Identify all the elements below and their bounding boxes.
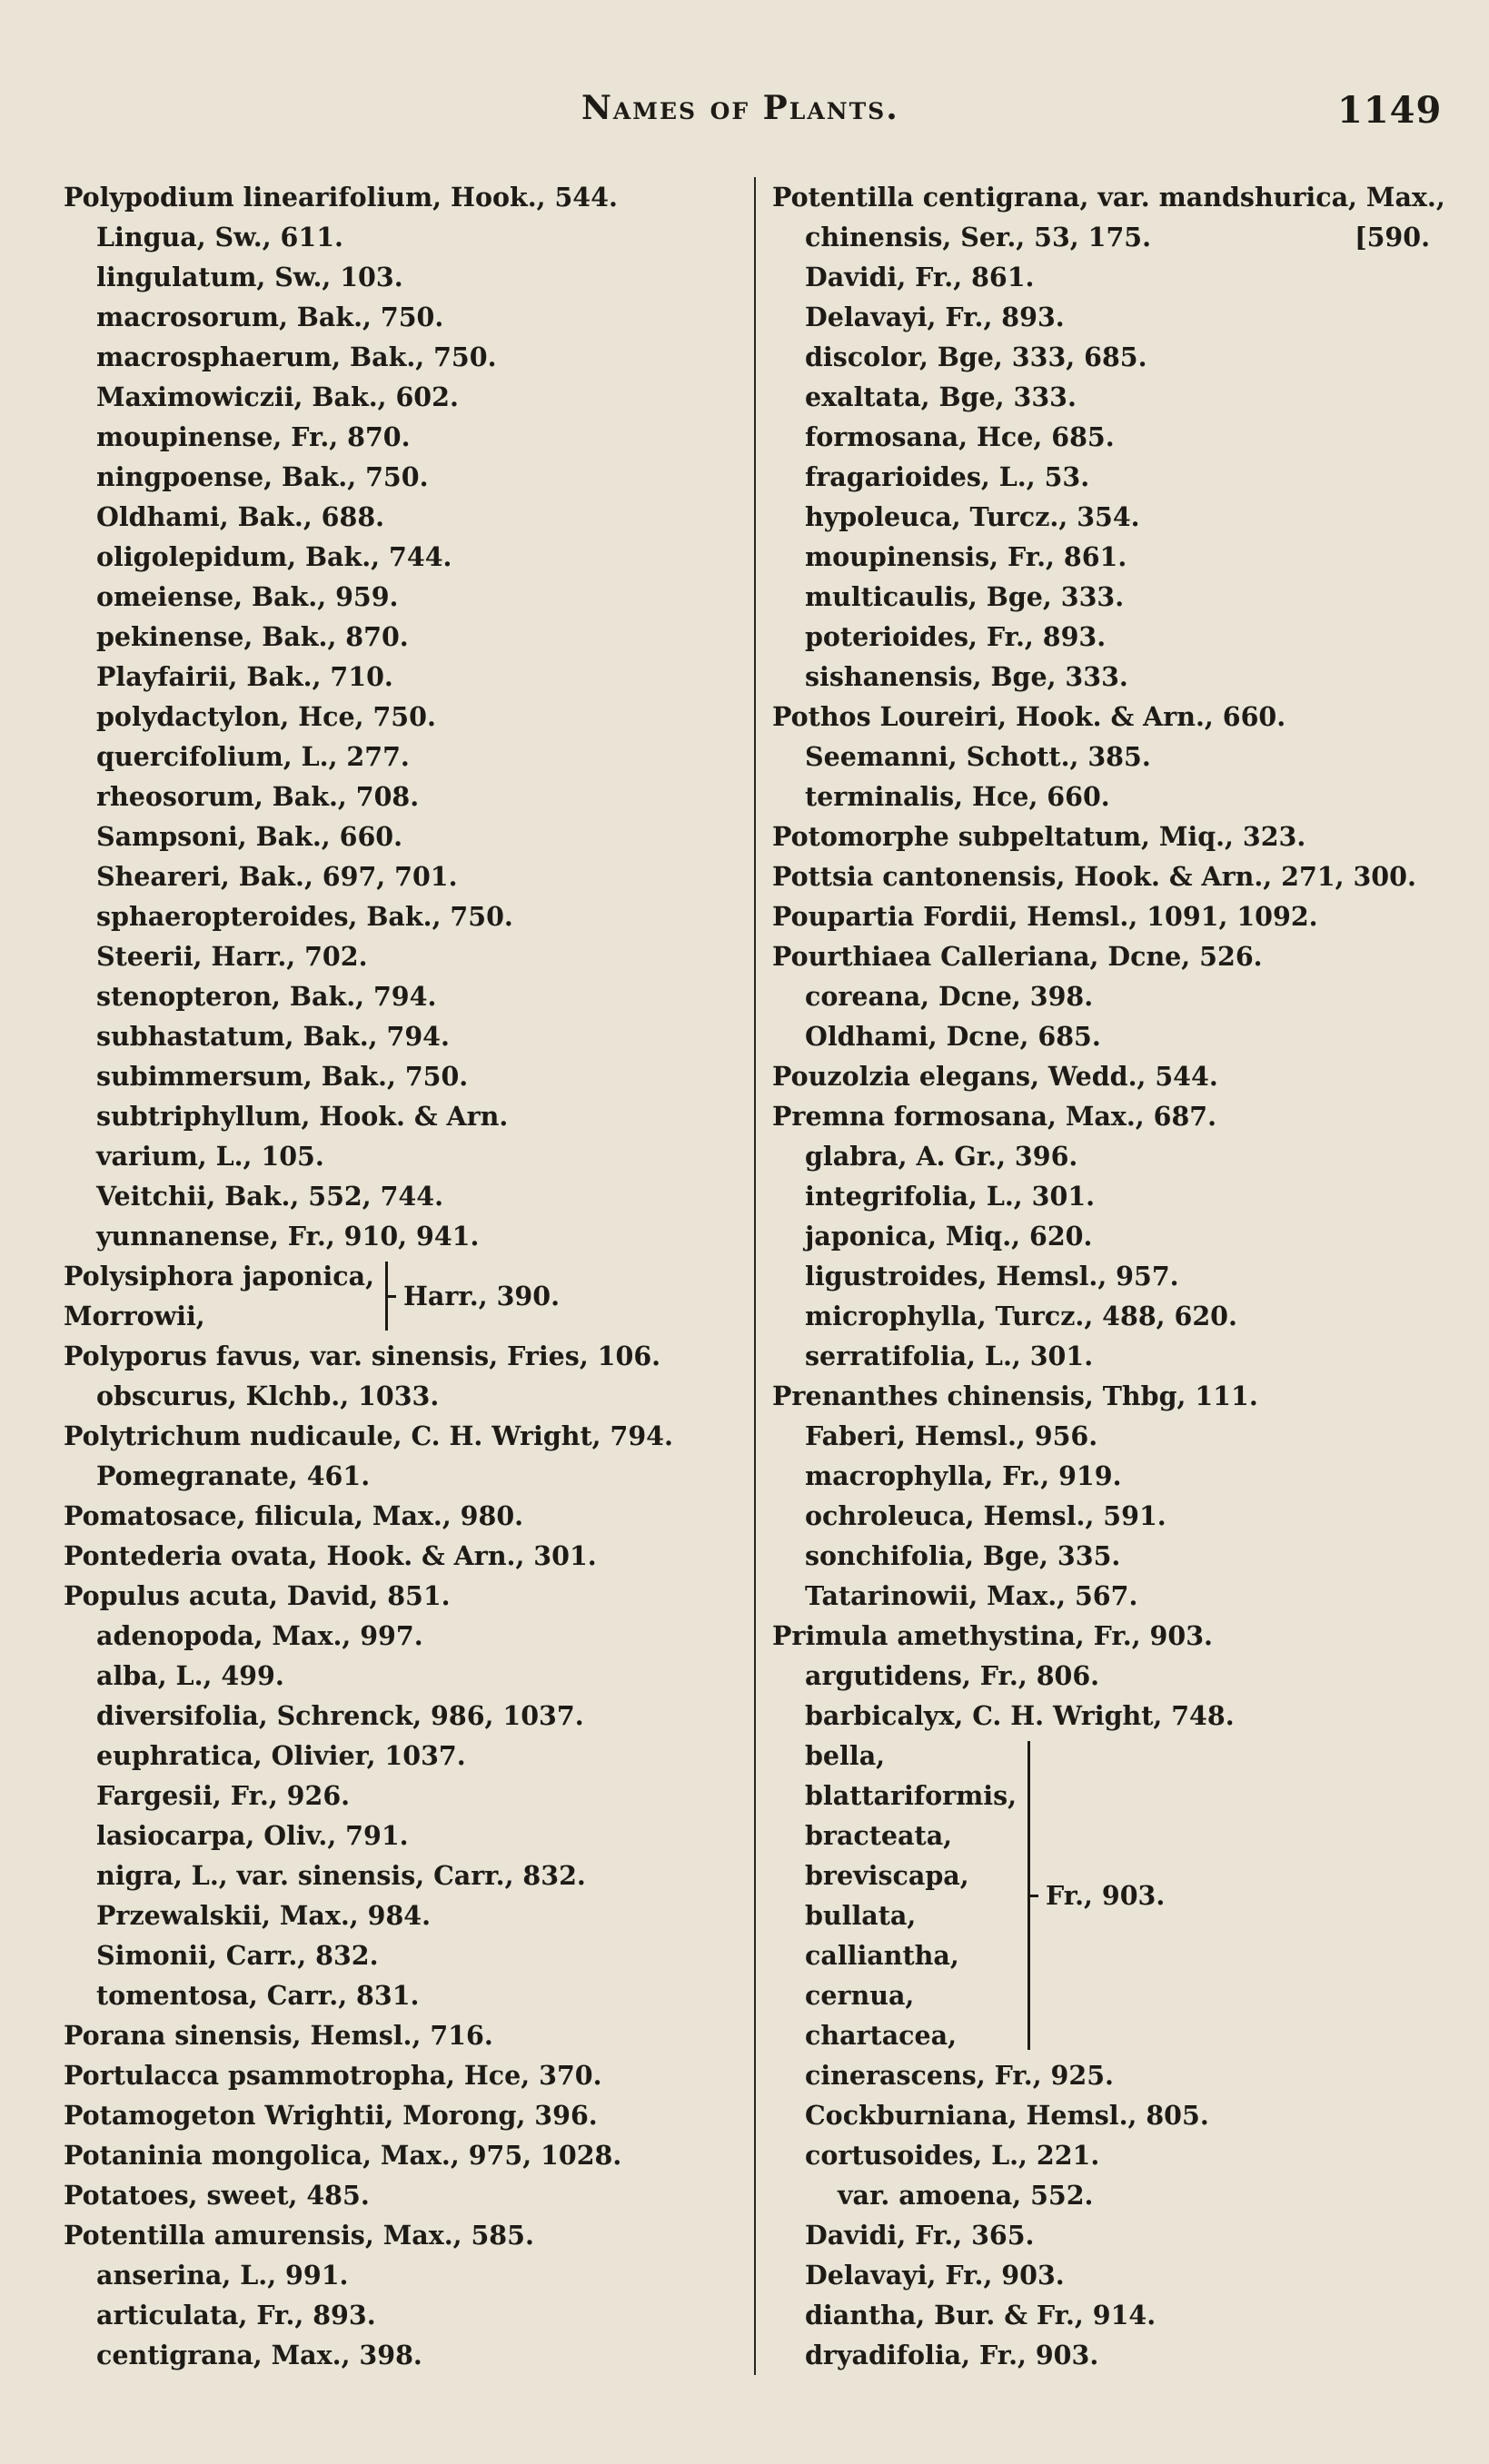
- index-entry: [772, 1216, 1444, 1256]
- index-entry: [772, 177, 1444, 217]
- continuation-note: [590.: [1355, 222, 1430, 252]
- index-entry: [772, 2175, 1444, 2215]
- index-entry: [64, 737, 736, 777]
- entry-text: cinerascens, Fr., 925.: [805, 2060, 1114, 2091]
- index-entry: [64, 2095, 736, 2135]
- entry-text: nigra, L., var. sinensis, Carr., 832.: [96, 1860, 586, 1891]
- index-entry: [64, 337, 736, 377]
- index-entry: [772, 856, 1444, 896]
- index-entry: [772, 1176, 1444, 1216]
- index-entry: [772, 1256, 1444, 1296]
- entry-text: Tatarinowii, Max., 567.: [805, 1580, 1138, 1611]
- index-entry: [64, 1975, 736, 2015]
- entry-text: Porana sinensis, Hemsl., 716.: [64, 2020, 493, 2051]
- entry-text: sishanensis, Bge, 333.: [805, 661, 1128, 692]
- entry-text: integrifolia, L., 301.: [805, 1181, 1096, 1212]
- entry-text: coreana, Dcne, 398.: [805, 981, 1094, 1012]
- entry-text: serratifolia, L., 301.: [805, 1341, 1094, 1371]
- index-entry: [64, 1576, 736, 1616]
- entry-text: moupinense, Fr., 870.: [96, 421, 411, 452]
- index-entry: [772, 1056, 1444, 1096]
- index-entry: [772, 417, 1444, 457]
- index-entry: [64, 1376, 736, 1416]
- entry-text: Davidi, Fr., 365.: [805, 2220, 1035, 2251]
- entry-text: japonica, Miq., 620.: [805, 1221, 1093, 1252]
- index-entry: calliantha,: [805, 1940, 959, 1971]
- page-number: 1149: [1337, 89, 1443, 132]
- index-entry: [64, 1656, 736, 1696]
- entry-text: Potamogeton Wrightii, Morong, 396.: [64, 2100, 598, 2131]
- entry-text: oligolepidum, Bak., 744.: [96, 541, 452, 572]
- index-entry: [64, 697, 736, 737]
- index-entry: [64, 217, 736, 257]
- entry-text: subimmersum, Bak., 750.: [96, 1061, 469, 1092]
- brace-group: [64, 1256, 736, 1336]
- entry-text: Portulacca psammotropha, Hce, 370.: [64, 2060, 602, 2091]
- index-entry: [64, 617, 736, 657]
- index-entry: [772, 2335, 1444, 2375]
- entry-text: sphaeropteroides, Bak., 750.: [96, 901, 513, 932]
- index-entry: [772, 297, 1444, 337]
- entry-text: omeiense, Bak., 959.: [96, 581, 399, 612]
- index-entry: [772, 537, 1444, 577]
- index-entry: [772, 697, 1444, 737]
- index-entry: [772, 217, 1444, 257]
- entry-text: ningpoense, Bak., 750.: [96, 461, 429, 492]
- index-entry: [64, 417, 736, 457]
- index-entry: [772, 337, 1444, 377]
- index-entry: [772, 1136, 1444, 1176]
- entry-text: lasiocarpa, Oliv., 791.: [96, 1820, 409, 1851]
- entry-text: diantha, Bur. & Fr., 914.: [805, 2300, 1156, 2330]
- index-entry: [772, 1656, 1444, 1696]
- index-entry: [64, 1136, 736, 1176]
- entry-text: pekinense, Bak., 870.: [96, 621, 409, 652]
- entry-text: chinensis, Ser., 53, 175.: [805, 222, 1152, 252]
- entry-text: quercifolium, L., 277.: [96, 741, 410, 772]
- entry-text: anserina, L., 991.: [96, 2260, 349, 2291]
- entry-text: exaltata, Bge, 333.: [805, 381, 1077, 412]
- entry-text: subhastatum, Bak., 794.: [96, 1021, 450, 1052]
- entry-text: hypoleuca, Turcz., 354.: [805, 501, 1140, 532]
- entry-text: Polyporus favus, var. sinensis, Fries, 106.: [64, 1341, 661, 1371]
- entry-text: alba, L., 499.: [96, 1660, 284, 1691]
- column-divider: [754, 177, 756, 2375]
- entry-text: terminalis, Hce, 660.: [805, 781, 1110, 812]
- brace-label: Fr., 903.: [1046, 1880, 1166, 1911]
- entry-text: varium, L., 105.: [96, 1141, 324, 1172]
- entry-text: rheosorum, Bak., 708.: [96, 781, 420, 812]
- brace-tip: [1029, 1895, 1038, 1897]
- index-entry: [772, 976, 1444, 1016]
- index-entry: [64, 1096, 736, 1136]
- index-entry: [772, 1296, 1444, 1336]
- entry-text: Prenanthes chinensis, Thbg, 111.: [772, 1380, 1258, 1411]
- index-entry: [64, 1536, 736, 1576]
- index-entry: Polysiphora japonica,: [64, 1261, 374, 1291]
- entry-text: multicaulis, Bge, 333.: [805, 581, 1125, 612]
- entry-text: lingulatum, Sw., 103.: [96, 262, 403, 292]
- entry-text: ochroleuca, Hemsl., 591.: [805, 1500, 1166, 1531]
- entry-text: cortusoides, L., 221.: [805, 2140, 1100, 2171]
- entry-text: Przewalskii, Max., 984.: [96, 1900, 432, 1931]
- index-entry: [64, 1616, 736, 1656]
- entry-text: Primula amethystina, Fr., 903.: [772, 1620, 1213, 1651]
- entry-text: Pourthiaea Calleriana, Dcne, 526.: [772, 941, 1263, 972]
- entry-text: macrosphaerum, Bak., 750.: [96, 341, 497, 372]
- index-entry: [772, 1376, 1444, 1416]
- entry-text: argutidens, Fr., 806.: [805, 1660, 1100, 1691]
- entry-text: Faberi, Hemsl., 956.: [805, 1420, 1098, 1451]
- index-entry: [64, 1056, 736, 1096]
- entry-text: Potomorphe subpeltatum, Miq., 323.: [772, 821, 1306, 852]
- entry-text: Simonii, Carr., 832.: [96, 1940, 379, 1971]
- page-header: [0, 89, 1489, 143]
- index-entry: [64, 497, 736, 537]
- index-entry: bracteata,: [805, 1820, 953, 1851]
- entry-text: Potentilla centigrana, var. mandshurica, Max.,: [772, 182, 1445, 213]
- index-entry: bullata,: [805, 1900, 917, 1931]
- brace-tip: [387, 1295, 396, 1298]
- entry-text: articulata, Fr., 893.: [96, 2300, 376, 2330]
- entry-text: Delavayi, Fr., 903.: [805, 2260, 1065, 2291]
- index-entry: [772, 1696, 1444, 1736]
- index-entry: [772, 1456, 1444, 1496]
- entry-text: centigrana, Max., 398.: [96, 2340, 422, 2370]
- index-entry: [772, 1416, 1444, 1456]
- entry-text: Pomatosace, filicula, Max., 980.: [64, 1500, 524, 1531]
- entry-text: sonchifolia, Bge, 335.: [805, 1540, 1121, 1571]
- index-entry: [64, 936, 736, 976]
- index-entry: [772, 777, 1444, 816]
- entry-text: Pouzolzia elegans, Wedd., 544.: [772, 1061, 1218, 1092]
- index-entry: [64, 777, 736, 816]
- index-entry: [772, 1096, 1444, 1136]
- index-entry: [772, 1576, 1444, 1616]
- entry-text: var. amoena, 552.: [838, 2180, 1094, 2211]
- entry-text: Populus acuta, David, 851.: [64, 1580, 451, 1611]
- entry-text: Sampsoni, Bak., 660.: [96, 821, 403, 852]
- entry-text: tomentosa, Carr., 831.: [96, 1980, 420, 2011]
- index-entry: [772, 1016, 1444, 1056]
- index-entry: [772, 896, 1444, 936]
- entry-text: formosana, Hce, 685.: [805, 421, 1115, 452]
- index-entry: [772, 2135, 1444, 2175]
- index-entry: chartacea,: [805, 2020, 958, 2051]
- index-column-right: [772, 177, 1444, 2375]
- entry-text: macrophylla, Fr., 919.: [805, 1460, 1122, 1491]
- index-entry: [64, 1736, 736, 1776]
- entry-text: diversifolia, Schrenck, 986, 1037.: [96, 1700, 584, 1731]
- index-entry: [64, 257, 736, 297]
- entry-text: fragarioides, L., 53.: [805, 461, 1090, 492]
- index-entry: [772, 1496, 1444, 1536]
- entry-text: discolor, Bge, 333, 685.: [805, 341, 1147, 372]
- entry-text: Premna formosana, Max., 687.: [772, 1101, 1217, 1132]
- entry-text: Sheareri, Bak., 697, 701.: [96, 861, 458, 892]
- index-entry: [64, 856, 736, 896]
- index-entry: [64, 177, 736, 217]
- index-entry: [772, 257, 1444, 297]
- entry-text: Potentilla amurensis, Max., 585.: [64, 2220, 534, 2251]
- index-entry: [772, 617, 1444, 657]
- entry-text: Veitchii, Bak., 552, 744.: [96, 1181, 444, 1212]
- index-entry: [772, 2055, 1444, 2095]
- entry-text: obscurus, Klchb., 1033.: [96, 1380, 440, 1411]
- brace-label: Harr., 390.: [403, 1281, 560, 1311]
- brace-group: [772, 1736, 1444, 2055]
- index-entry: [772, 2255, 1444, 2295]
- index-entry: [64, 2055, 736, 2095]
- entry-text: Delavayi, Fr., 893.: [805, 302, 1065, 332]
- index-entry: [772, 657, 1444, 697]
- entry-text: adenopoda, Max., 997.: [96, 1620, 423, 1651]
- entry-text: barbicalyx, C. H. Wright, 748.: [805, 1700, 1235, 1731]
- entry-text: euphratica, Olivier, 1037.: [96, 1740, 466, 1771]
- index-entry: [64, 1496, 736, 1536]
- entry-text: Pomegranate, 461.: [96, 1460, 371, 1491]
- entry-text: ligustroides, Hemsl., 957.: [805, 1261, 1179, 1291]
- index-entry: [64, 297, 736, 337]
- entry-text: Seemanni, Schott., 385.: [805, 741, 1151, 772]
- index-entry: [64, 1176, 736, 1216]
- index-entry: [64, 1416, 736, 1456]
- index-entry: [772, 1536, 1444, 1576]
- index-entry: [772, 2095, 1444, 2135]
- index-entry: [64, 1696, 736, 1736]
- index-entry: [772, 457, 1444, 497]
- index-entry: breviscapa,: [805, 1860, 969, 1891]
- entry-text: Pothos Loureiri, Hook. & Arn., 660.: [772, 701, 1286, 732]
- entry-text: subtriphyllum, Hook. & Arn.: [96, 1101, 509, 1132]
- index-entry: [772, 2215, 1444, 2255]
- entry-text: yunnanense, Fr., 910, 941.: [96, 1221, 480, 1252]
- index-entry: [64, 577, 736, 617]
- index-entry: [64, 2215, 736, 2255]
- index-entry: [64, 657, 736, 697]
- index-entry: [64, 1935, 736, 1975]
- index-entry: [772, 816, 1444, 856]
- entry-text: moupinensis, Fr., 861.: [805, 541, 1127, 572]
- entry-text: Polypodium linearifolium, Hook., 544.: [64, 182, 618, 213]
- entry-text: Oldhami, Dcne, 685.: [805, 1021, 1101, 1052]
- index-entry: [64, 816, 736, 856]
- entry-text: Pontederia ovata, Hook. & Arn., 301.: [64, 1540, 597, 1571]
- index-entry: [64, 2295, 736, 2335]
- entry-text: macrosorum, Bak., 750.: [96, 302, 444, 332]
- entry-text: Steerii, Harr., 702.: [96, 941, 368, 972]
- index-entry: bella,: [805, 1740, 886, 1771]
- entry-text: Maximowiczii, Bak., 602.: [96, 381, 459, 412]
- index-entry: [64, 1895, 736, 1935]
- index-entry: [64, 976, 736, 1016]
- index-entry: [772, 936, 1444, 976]
- index-column-left: [64, 177, 736, 2375]
- index-entry: [64, 2335, 736, 2375]
- entry-text: Potaninia mongolica, Max., 975, 1028.: [64, 2140, 622, 2171]
- entry-text: polydactylon, Hce, 750.: [96, 701, 436, 732]
- index-entry: [64, 377, 736, 417]
- entry-text: Polytrichum nudicaule, C. H. Wright, 794.: [64, 1420, 673, 1451]
- index-entry: [64, 537, 736, 577]
- entry-text: Fargesii, Fr., 926.: [96, 1780, 351, 1811]
- index-entry: [64, 1456, 736, 1496]
- entry-text: stenopteron, Bak., 794.: [96, 981, 437, 1012]
- index-entry: [64, 1216, 736, 1256]
- index-entry: blattariformis,: [805, 1780, 1017, 1811]
- entry-text: Pottsia cantonensis, Hook. & Arn., 271, 300.: [772, 861, 1416, 892]
- running-title: Names of Plants.: [581, 89, 899, 127]
- entry-text: Oldhami, Bak., 688.: [96, 501, 385, 532]
- entry-text: poterioides, Fr., 893.: [805, 621, 1107, 652]
- entry-text: Poupartia Fordii, Hemsl., 1091, 1092.: [772, 901, 1318, 932]
- entry-text: Potatoes, sweet, 485.: [64, 2180, 370, 2211]
- index-entry: [772, 1616, 1444, 1656]
- entry-text: Davidi, Fr., 861.: [805, 262, 1035, 292]
- index-entry: [772, 737, 1444, 777]
- index-entry: [64, 2135, 736, 2175]
- index-entry: [772, 577, 1444, 617]
- index-entry: [772, 2295, 1444, 2335]
- entry-text: Playfairii, Bak., 710.: [96, 661, 393, 692]
- entry-text: dryadifolia, Fr., 903.: [805, 2340, 1099, 2370]
- index-entry: [64, 1855, 736, 1895]
- index-entry: [772, 377, 1444, 417]
- index-entry: [64, 2255, 736, 2295]
- index-entry: [64, 1016, 736, 1056]
- entry-text: Cockburniana, Hemsl., 805.: [805, 2100, 1209, 2131]
- entry-text: microphylla, Turcz., 488, 620.: [805, 1301, 1237, 1331]
- index-entry: [64, 457, 736, 497]
- index-entry: [772, 1336, 1444, 1376]
- entry-text: Lingua, Sw., 611.: [96, 222, 343, 252]
- index-entry: Morrowii,: [64, 1301, 205, 1331]
- index-entry: [64, 1336, 736, 1376]
- index-entry: [772, 497, 1444, 537]
- index-entry: [64, 896, 736, 936]
- index-entry: [64, 2015, 736, 2055]
- index-entry: [64, 1776, 736, 1816]
- entry-text: glabra, A. Gr., 396.: [805, 1141, 1078, 1172]
- index-entry: [64, 1816, 736, 1855]
- index-entry: [64, 2175, 736, 2215]
- index-entry: cernua,: [805, 1980, 915, 2011]
